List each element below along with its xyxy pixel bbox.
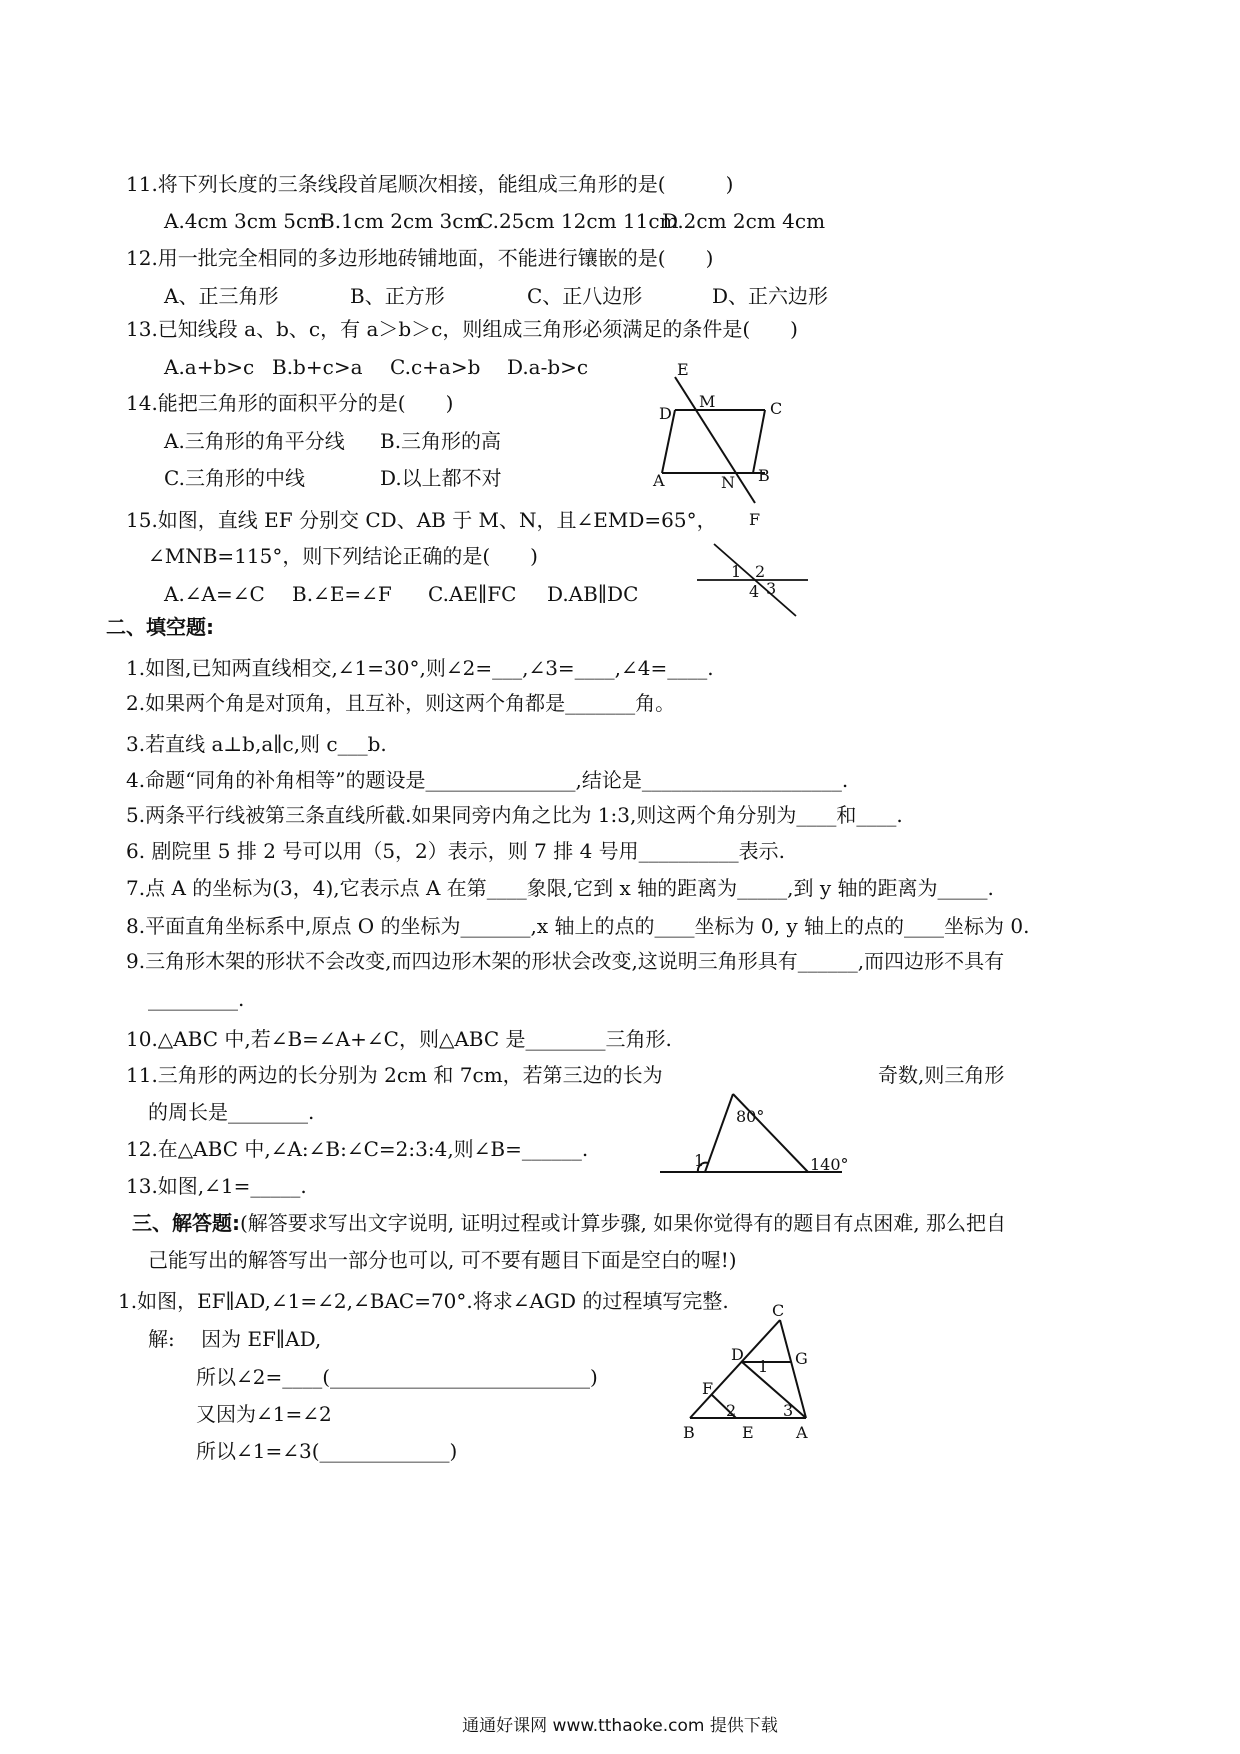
page-footer: 通通好课网 www.tthaoke.com 提供下载 [462, 1716, 778, 1736]
fill-9-blank: _________. [148, 987, 245, 1011]
angle-label-3: 3 [783, 1401, 794, 1420]
question-12: 12.用一批完全相同的多边形地砖铺地面，不能进行镶嵌的是( ) [126, 246, 714, 270]
option-13-a: A.a+b>c [164, 355, 255, 379]
label-c: C [770, 399, 783, 418]
figure-parallelogram [645, 355, 815, 535]
fill-1: 1.如图,已知两直线相交,∠1=30°,则∠2=___,∠3=____,∠4=____. [126, 656, 714, 680]
label-c: C [772, 1301, 785, 1320]
angle-label-2: 2 [755, 562, 766, 581]
fill-13: 13.如图,∠1=_____. [126, 1174, 307, 1198]
label-a: A [796, 1423, 808, 1442]
label-f: F [702, 1379, 714, 1398]
angle-label-3: 3 [766, 579, 777, 598]
option-12-a: A、正三角形 [164, 284, 279, 308]
answer-1-step-4: 所以∠1=∠3(_____________) [196, 1439, 458, 1463]
angle-label-80: 80° [736, 1107, 765, 1126]
answer-instructions [132, 1210, 1006, 1236]
angle-label-140: 140° [810, 1155, 849, 1174]
option-15-d: D.AB∥DC [547, 582, 639, 606]
angle-label-1: 1 [758, 1357, 769, 1376]
answer-note-1: (解答要求写出文字说明, 证明过程或计算步骤, 如果你觉得有的题目有点困难, 那么把自 [240, 1211, 1006, 1235]
answer-1-step-3: 又因为∠1=∠2 [196, 1402, 332, 1426]
option-11-a: A.4cm 3cm 5cm [164, 209, 327, 233]
answer-1: 1.如图，EF∥AD,∠1=∠2,∠BAC=70°.将求∠AGD 的过程填写完整. [118, 1289, 729, 1313]
label-e: E [742, 1423, 754, 1442]
figure-triangle-parallel [680, 1300, 820, 1445]
label-m: M [699, 392, 716, 411]
fill-2: 2.如果两个角是对顶角，且互补，则这两个角都是_______角。 [126, 691, 676, 715]
fill-6: 6. 剧院里 5 排 2 号可以用（5，2）表示，则 7 排 4 号用__________表示. [126, 839, 786, 863]
question-15: 15.如图，直线 EF 分别交 CD、AB 于 M、N，且∠EMD=65°， [126, 508, 717, 532]
answer-note-2: 己能写出的解答写出一部分也可以, 可不要有题目下面是空白的喔!) [148, 1248, 737, 1272]
angle-label-2: 2 [726, 1401, 737, 1420]
fill-11-tail: 奇数,则三角形 [878, 1063, 1005, 1087]
fill-10: 10.△ABC 中,若∠B=∠A+∠C，则△ABC 是________三角形. [126, 1027, 672, 1051]
option-12-c: C、正八边形 [527, 284, 643, 308]
option-14-d: D.以上都不对 [380, 466, 502, 490]
answer-1-step-1: 解: 因为 EF∥AD, [148, 1327, 322, 1351]
figure-triangle-exterior [660, 1090, 850, 1180]
option-11-c: C.25cm 12cm 11cm [478, 209, 679, 233]
fill-5: 5.两条平行线被第三条直线所截.如果同旁内角之比为 1:3,则这两个角分别为____和____. [126, 803, 903, 827]
label-b: B [683, 1423, 695, 1442]
option-13-c: C.c+a>b [390, 355, 481, 379]
option-13-b: B.b+c>a [272, 355, 363, 379]
fill-11: 11.三角形的两边的长分别为 2cm 和 7cm，若第三边的长为 [126, 1063, 663, 1087]
option-14-c: C.三角形的中线 [164, 466, 305, 490]
angle-label-1: 1 [694, 1151, 705, 1170]
option-12-b: B、正方形 [350, 284, 445, 308]
option-15-a: A.∠A=∠C [164, 582, 265, 606]
label-d: D [659, 404, 672, 423]
fill-7: 7.点 A 的坐标为(3，4),它表示点 A 在第____象限,它到 x 轴的距离为_____,到 y 轴的距离为_____. [126, 876, 994, 900]
angle-label-1: 1 [731, 562, 742, 581]
figure-intersecting-lines [692, 540, 817, 620]
question-13: 13.已知线段 a、b、c，有 a＞b＞c，则组成三角形必须满足的条件是( ) [126, 317, 798, 341]
label-n: N [721, 473, 735, 492]
option-14-b: B.三角形的高 [380, 429, 502, 453]
fill-4: 4.命题“同角的补角相等”的题设是_______________,结论是____________________. [126, 768, 849, 792]
fill-3: 3.若直线 a⊥b,a∥c,则 c___b. [126, 732, 387, 756]
label-a: A [653, 471, 665, 490]
fill-8: 8.平面直角坐标系中,原点 O 的坐标为_______,x 轴上的点的____坐标为 0, y 轴上的点的____坐标为 0. [126, 914, 1030, 938]
section-fill-title: 二、填空题: [106, 615, 214, 639]
label-g: G [795, 1349, 808, 1368]
option-13-d: D.a-b>c [507, 355, 589, 379]
label-b: B [758, 466, 770, 485]
section-answer-title: 三、解答题: [132, 1211, 240, 1235]
question-14: 14.能把三角形的面积平分的是( ) [126, 391, 454, 415]
option-15-b: B.∠E=∠F [292, 582, 392, 606]
label-d: D [731, 1345, 744, 1364]
answer-1-step-2: 所以∠2=____(__________________________) [196, 1365, 598, 1389]
option-12-d: D、正六边形 [712, 284, 829, 308]
question-11: 11.将下列长度的三条线段首尾顺次相接，能组成三角形的是( ) [126, 172, 734, 196]
option-14-a: A.三角形的角平分线 [164, 429, 345, 453]
fill-9: 9.三角形木架的形状不会改变,而四边形木架的形状会改变,这说明三角形具有______,而四边形不具有 [126, 949, 1005, 973]
option-15-c: C.AE∥FC [428, 582, 517, 606]
option-11-b: B.1cm 2cm 3cm [320, 209, 483, 233]
option-11-d: D.2cm 2cm 4cm [662, 209, 826, 233]
angle-label-4: 4 [749, 582, 760, 601]
fill-11-cont: 的周长是________. [148, 1100, 315, 1124]
fill-12: 12.在△ABC 中,∠A:∠B:∠C=2:3:4,则∠B=______. [126, 1137, 589, 1161]
question-15-cont: ∠MNB=115°，则下列结论正确的是( ) [148, 544, 538, 568]
label-e: E [677, 360, 689, 379]
label-f: F [749, 510, 761, 529]
